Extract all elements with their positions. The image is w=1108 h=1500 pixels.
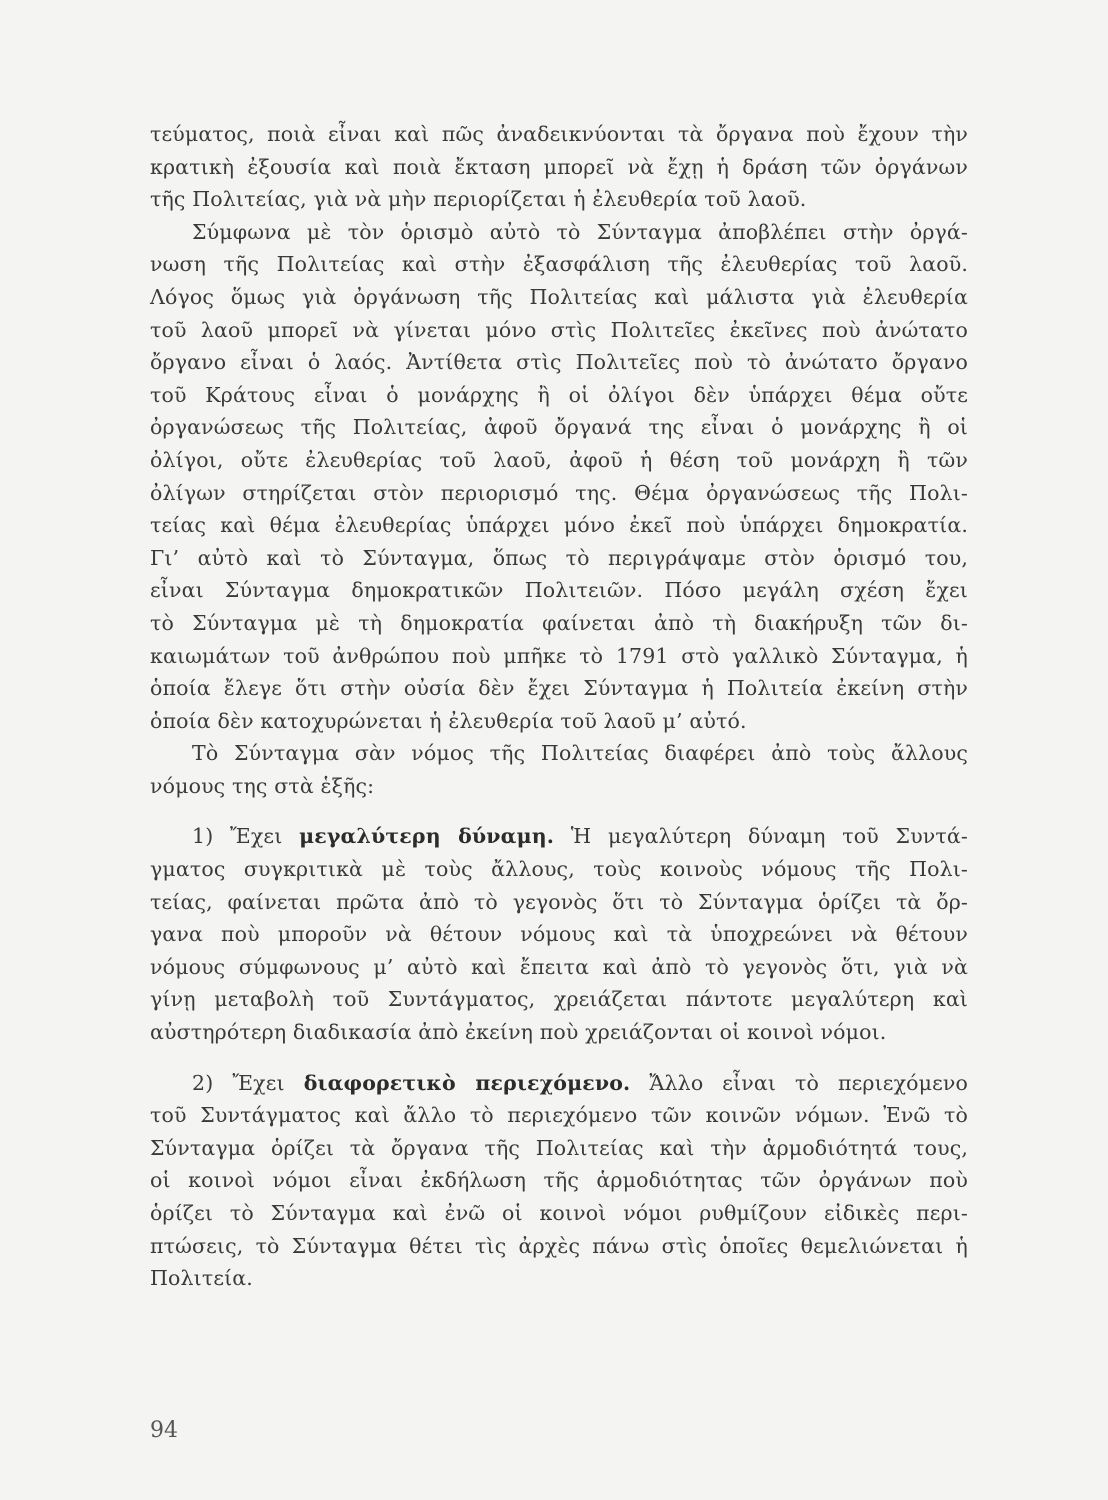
list-item-rest: Ἡ μεγαλύτερη δύναμη τοῦ Συντά- [554,824,968,849]
list-item-heading: μεγαλύτερη δύναμη. [299,824,555,849]
text-line: τὸ Σύνταγμα μὲ τὴ δημοκρατία φαίνεται ἀπὸ τὴ διακήρυξη τῶν δι- [150,610,968,635]
list-item-2 [150,1067,968,1295]
list-item-rest: Ἄλλο εἶναι τὸ περιεχόμενο [630,1070,968,1095]
text-line: ὁποία δὲν κατοχυρώνεται ἡ ἐλευθερία τοῦ λαοῦ μ’ αὐτό. [150,708,747,733]
page-body [150,118,968,1295]
text-line: ὀλίγων στηρίζεται στὸν περιορισμό της. Θέμα ὀργανώσεως τῆς Πολι- [150,480,968,505]
text-line: τοῦ Κράτους εἶναι ὁ μονάρχης ἢ οἱ ὀλίγοι δὲν ὑπάρχει θέμα οὔτε [150,382,968,407]
text-line: γίνῃ μεταβολὴ τοῦ Συντάγματος, χρειάζεται πάντοτε μεγαλύτερη καὶ [150,987,968,1012]
text-line: ὁρίζει τὸ Σύνταγμα καὶ ἐνῶ οἱ κοινοὶ νόμοι ρυθμίζουν εἰδικὲς περι- [150,1201,968,1225]
page-number: 94 [150,1418,178,1443]
text-line: τῆς Πολιτείας, γιὰ νὰ μὴν περιορίζεται ἡ ἐλευθερία τοῦ λαοῦ. [150,187,807,212]
text-line: ὄργανο εἶναι ὁ λαός. Ἀντίθετα στὶς Πολιτεῖες ποὺ τὸ ἀνώτατο ὄργανο [150,350,968,375]
text-line: νόμους της στὰ ἑξῆς: [150,773,375,798]
text-line: κρατικὴ ἐξουσία καὶ ποιὰ ἔκταση μπορεῖ νὰ ἔχῃ ἡ δράση τῶν ὀργάνων [150,154,968,179]
text-line: οἱ κοινοὶ νόμοι εἶναι ἐκδήλωση τῆς ἁρμοδιότητας τῶν ὀργάνων ποὺ [150,1168,968,1193]
text-line: Σύνταγμα ὁρίζει τὰ ὄργανα τῆς Πολιτείας καὶ τὴν ἁρμοδιότητά τους, [150,1135,968,1160]
spacer [150,802,968,820]
list-item-first-line [150,1067,968,1100]
text-line: νωση τῆς Πολιτείας καὶ στὴν ἐξασφάλιση τῆς ἐλευθερίας τοῦ λαοῦ. [150,252,968,277]
text-line: εἶναι Σύνταγμα δημοκρατικῶν Πολιτειῶν. Πόσο μεγάλη σχέση ἔχει [150,578,968,603]
list-item-lead: 2) Ἔχει [192,1070,304,1095]
text-line: ὁποία ἔλεγε ὅτι στὴν οὐσία δὲν ἔχει Σύνταγμα ἡ Πολιτεία ἐκείνη στὴν [150,676,968,701]
spacer [150,1049,968,1067]
text-line: τεύματος, ποιὰ εἶναι καὶ πῶς ἀναδεικνύονται τὰ ὄργανα ποὺ ἔχουν τὴν [150,122,968,146]
list-item-heading: διαφορετικὸ περιεχόμενο. [303,1070,631,1095]
paragraph-continuation [150,118,968,216]
list-item-1 [150,820,968,1048]
text-line: πτώσεις, τὸ Σύνταγμα θέτει τὶς ἀρχὲς πάνω στὶς ὁποῖες θεμελιώνεται ἡ [150,1233,968,1258]
text-line: τείας καὶ θέμα ἐλευθερίας ὑπάρχει μόνο ἐκεῖ ποὺ ὑπάρχει δημοκρατία. [150,513,968,538]
text-line: τοῦ Συντάγματος καὶ ἄλλο τὸ περιεχόμενο τῶν κοινῶν νόμων. Ἐνῶ τὸ [150,1103,968,1128]
list-item-lead: 1) Ἔχει [192,824,300,849]
text-line: τείας, φαίνεται πρῶτα ἀπὸ τὸ γεγονὸς ὅτι τὸ Σύνταγμα ὁρίζει τὰ ὄρ- [150,889,968,914]
text-line: Τὸ Σύνταγμα σὰν νόμος τῆς Πολιτείας διαφέρει ἀπὸ τοὺς ἄλλους [192,741,968,766]
paragraph-differences-intro [150,737,968,802]
text-line: αὐστηρότερη διαδικασία ἀπὸ ἐκείνη ποὺ χρειάζονται οἱ κοινοὶ νόμοι. [150,1020,887,1045]
list-item-first-line [150,820,968,853]
text-line: καιωμάτων τοῦ ἀνθρώπου ποὺ μπῆκε τὸ 1791 στὸ γαλλικὸ Σύνταγμα, ἡ [150,643,968,668]
text-line: γανα ποὺ μποροῦν νὰ θέτουν νόμους καὶ τὰ ὑποχρεώνει νὰ θέτουν [150,922,968,947]
text-line: γματος συγκριτικὰ μὲ τοὺς ἄλλους, τοὺς κοινοὺς νόμους τῆς Πολι- [150,857,968,882]
text-line: ὀργανώσεως τῆς Πολιτείας, ἀφοῦ ὄργανά της εἶναι ὁ μονάρχης ἢ οἱ [150,415,968,440]
text-line: τοῦ λαοῦ μπορεῖ νὰ γίνεται μόνο στὶς Πολιτεῖες ἐκεῖνες ποὺ ἀνώτατο [150,317,968,342]
text-line: Γι’ αὐτὸ καὶ τὸ Σύνταγμα, ὅπως τὸ περιγράψαμε στὸν ὁρισμό του, [150,545,968,570]
text-line: Λόγος ὅμως γιὰ ὀργάνωση τῆς Πολιτείας καὶ μάλιστα γιὰ ἐλευθερία [150,284,968,309]
text-line: Πολιτεία. [150,1266,253,1291]
paragraph-definition [150,216,968,738]
text-line: νόμους σύμφωνους μ’ αὐτὸ καὶ ἔπειτα καὶ ἀπὸ τὸ γεγονὸς ὅτι, γιὰ νὰ [150,954,968,979]
text-line: Σύμφωνα μὲ τὸν ὁρισμὸ αὐτὸ τὸ Σύνταγμα ἀποβλέπει στὴν ὀργά- [192,219,968,244]
text-line: ὀλίγοι, οὔτε ἐλευθερίας τοῦ λαοῦ, ἀφοῦ ἡ θέση τοῦ μονάρχη ἢ τῶν [150,447,968,472]
